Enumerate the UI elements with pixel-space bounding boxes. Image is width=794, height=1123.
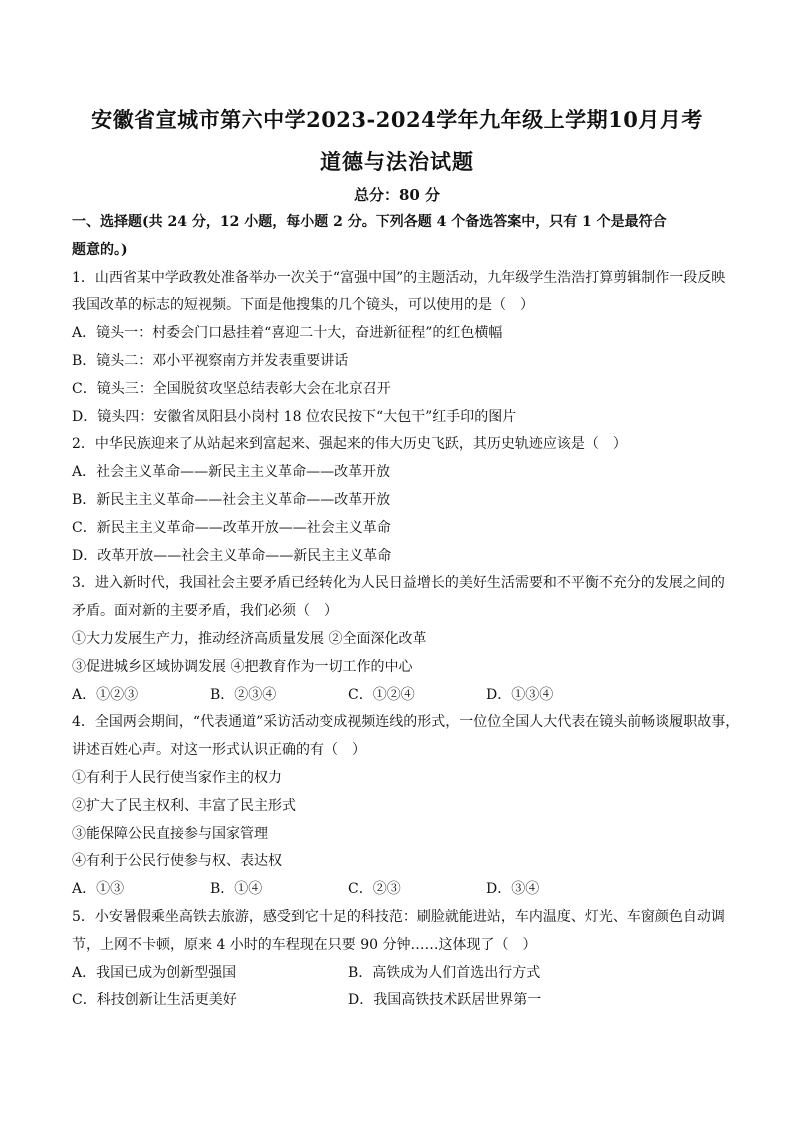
option-d: D．我国高铁技术跃居世界第一 xyxy=(348,992,542,1009)
section-heading-cont: 题意的。) xyxy=(72,241,128,258)
option-d: D．①③④ xyxy=(486,686,554,703)
total-score: 总分：80 分 xyxy=(353,186,441,204)
option-a: A．我国已成为创新型强国 xyxy=(72,964,237,981)
statement-line: ②扩大了民主权利、丰富了民主形式 xyxy=(72,797,296,814)
question-stem: 1．山西省某中学政教处准备举办一次关于“富强中国”的主题活动，九年级学生浩浩打算剪辑制作一段反映 xyxy=(72,269,726,286)
exam-content xyxy=(72,209,740,1015)
option-c: C．镜头三：全国脱贫攻坚总结表彰大会在北京召开 xyxy=(72,380,391,397)
question-stem: 4．全国两会期间，“代表通道”采访活动变成视频连线的形式，一位位全国人大代表在镜头前畅谈履职故事， xyxy=(72,714,740,731)
option-b: B．②③④ xyxy=(210,686,277,703)
question-1 xyxy=(72,265,732,432)
option-b: B．镜头二：邓小平视察南方并发表重要讲话 xyxy=(72,352,349,369)
question-stem: 讲述百姓心声。对这一形式认识正确的有（ ） xyxy=(72,742,366,759)
option-c: C．科技创新让生活更美好 xyxy=(72,992,237,1009)
option-a: A．①③ xyxy=(72,881,125,898)
option-b: B．新民主主义革命——社会主义革命——改革开放 xyxy=(72,491,391,508)
question-stem: 节，上网不卡顿，原来 4 小时的车程现在只要 90 分钟……这体现了（ ） xyxy=(72,936,537,953)
statement-line: ③促进城乡区域协调发展 ④把教育作为一切工作的中心 xyxy=(72,658,413,675)
statement-line: ①大力发展生产力，推动经济高质量发展 ②全面深化改革 xyxy=(72,630,427,647)
question-2 xyxy=(72,431,732,570)
question-stem: 5．小安暑假乘坐高铁去旅游，感受到它十足的科技范：刷脸就能进站，车内温度、灯光、车窗颜色自动调 xyxy=(72,908,725,925)
option-d: D．改革开放——社会主义革命——新民主主义革命 xyxy=(72,547,392,564)
question-stem: 3．进入新时代，我国社会主要矛盾已经转化为人民日益增长的美好生活需要和不平衡不充分的发展之间的 xyxy=(72,575,725,592)
question-5 xyxy=(72,904,732,1015)
section-heading: 一、选择题(共 24 分，12 小题，每小题 2 分。下列各题 4 个备选答案中，只有 1 个是最符合 xyxy=(72,214,667,230)
question-stem: 矛盾。面对新的主要矛盾，我们必须（ ） xyxy=(72,603,338,620)
options-row xyxy=(72,876,732,904)
options-row xyxy=(72,960,732,988)
option-c: C．②③ xyxy=(348,881,401,898)
option-a: A．①②③ xyxy=(72,686,139,703)
option-d: D．镜头四：安徽省凤阳县小岗村 18 位农民按下“大包干”红手印的图片 xyxy=(72,408,517,425)
question-4 xyxy=(72,709,740,904)
options-row xyxy=(72,682,732,710)
statement-line: ③能保障公民直接参与国家管理 xyxy=(72,825,268,842)
option-a: A．镜头一：村委会门口悬挂着“喜迎二十大，奋进新征程”的红色横幅 xyxy=(72,325,503,342)
exam-title-line2: 道德与法治试题 xyxy=(320,149,474,174)
question-stem: 2．中华民族迎来了从站起来到富起来、强起来的伟大历史飞跃，其历史轨迹应该是（ ） xyxy=(72,436,627,453)
statement-line: ①有利于人民行使当家作主的权力 xyxy=(72,769,282,786)
question-3 xyxy=(72,570,732,709)
option-d: D．③④ xyxy=(486,881,540,898)
option-a: A．社会主义革命——新民主主义革命——改革开放 xyxy=(72,464,391,481)
exam-title-line1: 安徽省宣城市第六中学2023-2024学年九年级上学期10月月考 xyxy=(91,107,703,132)
option-b: B．高铁成为人们首选出行方式 xyxy=(348,964,541,981)
option-c: C．新民主主义革命——改革开放——社会主义革命 xyxy=(72,519,391,536)
statement-line: ④有利于公民行使参与权、表达权 xyxy=(72,853,282,870)
options-row xyxy=(72,987,732,1015)
option-c: C．①②④ xyxy=(348,686,415,703)
question-stem: 我国改革的标志的短视频。下面是他搜集的几个镜头，可以使用的是（ ） xyxy=(72,297,534,314)
option-b: B．①④ xyxy=(210,881,263,898)
